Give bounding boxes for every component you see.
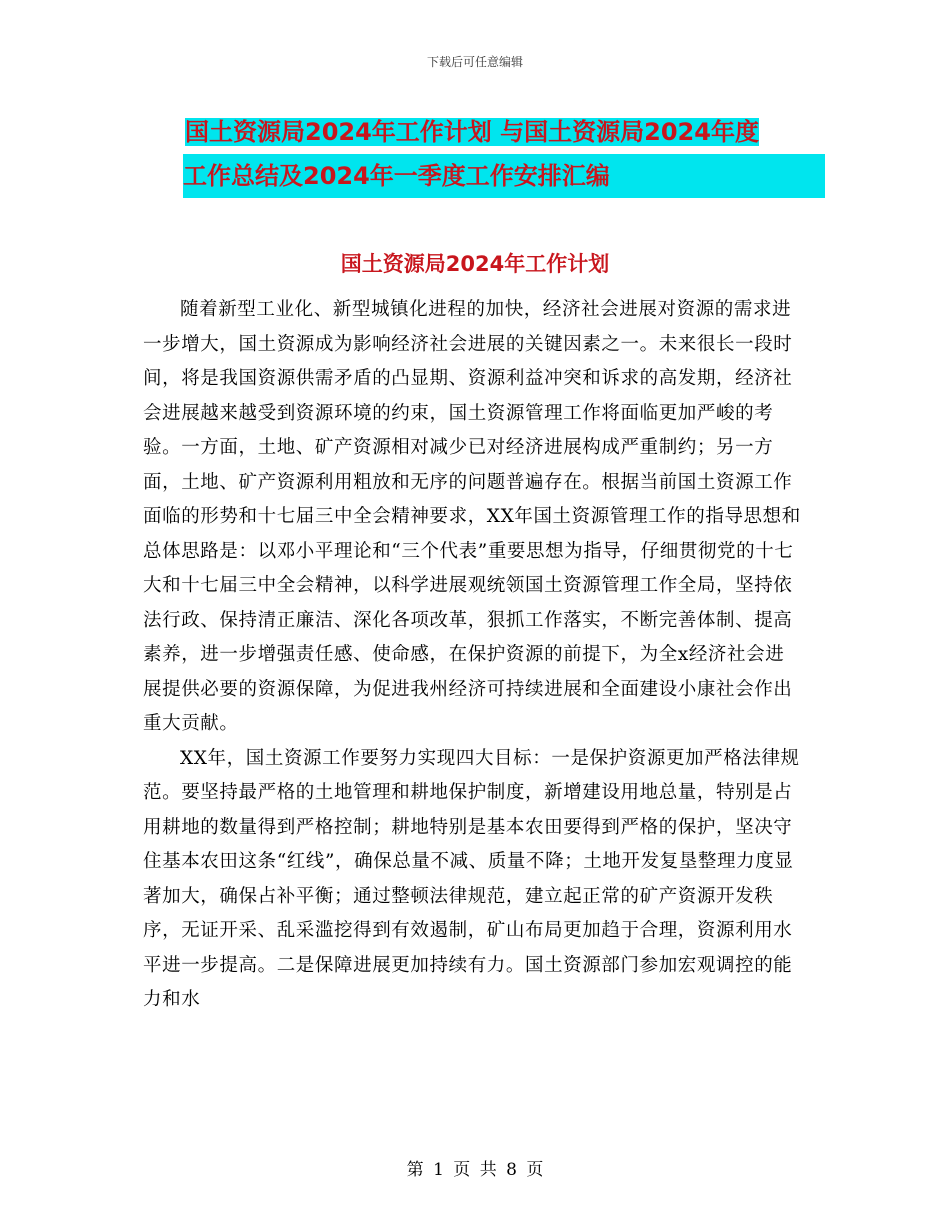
document-title-line1: 国土资源局2024年工作计划 与国土资源局2024年度: [185, 118, 759, 146]
page-footer: 第 1 页 共 8 页: [406, 1160, 544, 1180]
document-title: [185, 110, 825, 198]
header-note: 下载后可任意编辑: [426, 55, 523, 69]
section-title: 国土资源局2024年工作计划: [340, 252, 610, 276]
document-title-line2-text: 工作总结及2024年一季度工作安排汇编: [183, 162, 610, 190]
paragraph: XX年，国土资源工作要努力实现四大目标：一是保护资源更加严格法律规范。要坚持最严格的土地管理和耕地保护制度，新增建设用地总量，特别是占用耕地的数量得到严格控制；耕地特别是基本农田要得到严格的保护，坚决守住基本农田这条“红线”，确保总量不减、质量不降；土地开发复垦整理力度显著加大，确保占补平衡；通过整顿法律规范，建立起正常的矿产资源开发秩序，无证开采、乱采滥挖得到有效遏制，矿山布局更加趋于合理，资源利用水平进一步提高。二是保障进展更加持续有力。国土资源部门参加宏观调控的能力和水: [143, 747, 800, 1010]
document-title-line2: [183, 154, 825, 198]
paragraph: 随着新型工业化、新型城镇化进程的加快，经济社会进展对资源的需求进一步增大，国土资源成为影响经济社会进展的关键因素之一。未来很长一段时间，将是我国资源供需矛盾的凸显期、资源利益冲突和诉求的高发期，经济社会进展越来越受到资源环境的约束，国土资源管理工作将面临更加严峻的考验。一方面，土地、矿产资源相对减少已对经济进展构成严重制约；另一方面，土地、矿产资源利用粗放和无序的问题普遍存在。根据当前国土资源工作面临的形势和十七届三中全会精神要求，XX年国土资源管理工作的指导思想和总体思路是：以邓小平理论和“三个代表”重要思想为指导，仔细贯彻党的十七大和十七届三中全会精神，以科学进展观统领国土资源管理工作全局，坚持依法行政、保持清正廉洁、深化各项改革，狠抓工作落实，不断完善体制、提高素养，进一步增强责任感、使命感，在保护资源的前提下，为全x经济社会进展提供必要的资源保障，为促进我州经济可持续进展和全面建设小康社会作出重大贡献。: [143, 299, 801, 734]
body-text: [143, 293, 803, 1018]
